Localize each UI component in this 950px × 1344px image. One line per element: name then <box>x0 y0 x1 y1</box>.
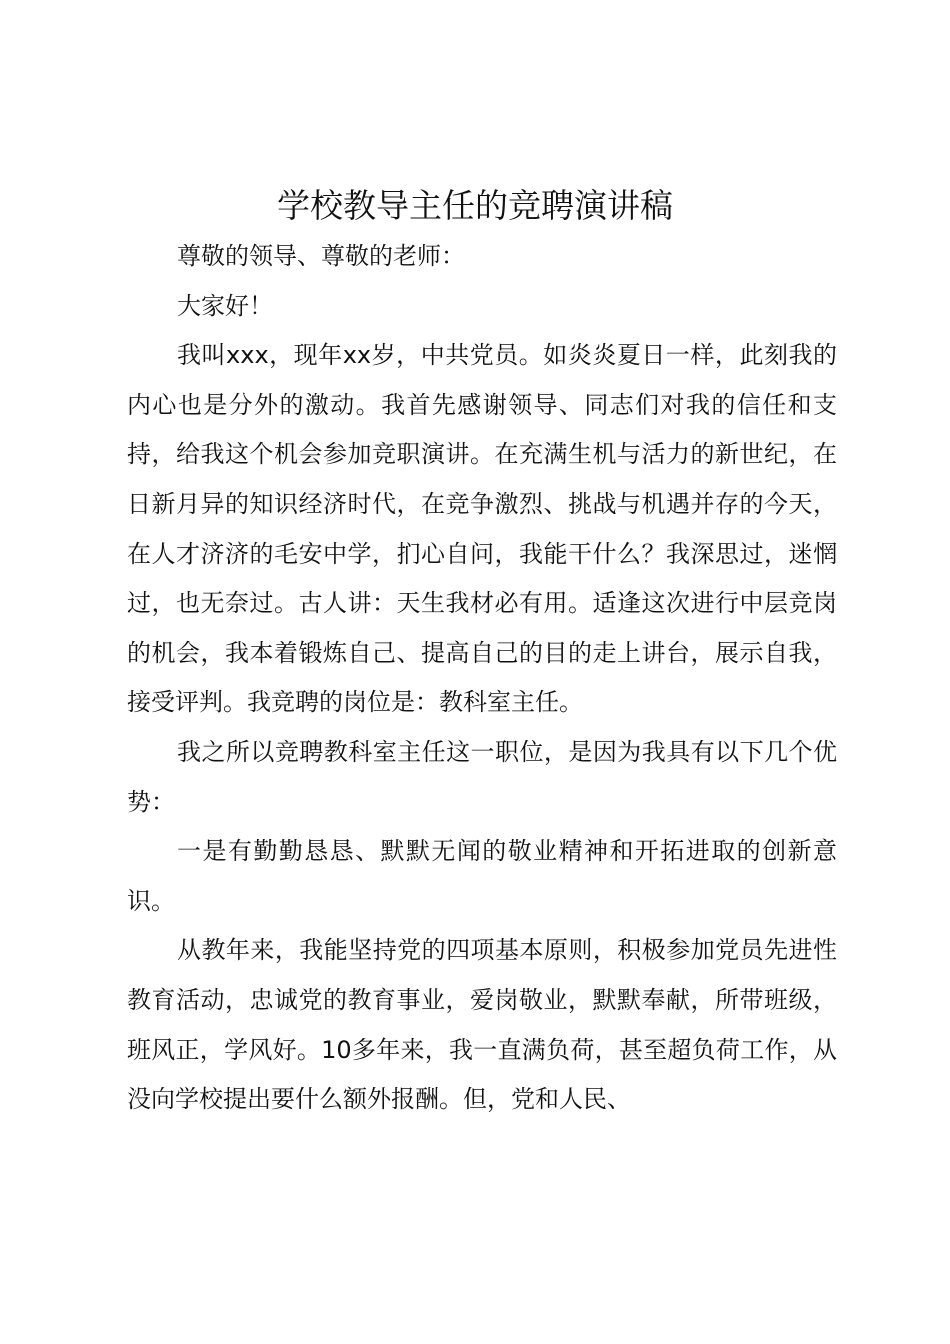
greeting: 大家好！ <box>177 291 273 320</box>
body-paragraph: 从教年来，我能坚持党的四项基本原则，积极参加党员先进性教育活动，忠诚党的教育事业，爱岗敬业，默默奉献，所带班级，班风正，学风好。10多年来，我一直满负荷，甚至超负荷工作，从没向学校提出要什么额外报酬。但，党和人民、 <box>127 936 837 1114</box>
salutation: 尊敬的领导、尊敬的老师： <box>177 242 465 270</box>
document-body <box>127 232 837 1125</box>
body-paragraph: 一是有勤勤恳恳、默默无闻的敬业精神和开拓进取的创新意识。 <box>127 837 837 915</box>
document-title: 学校教导主任的竞聘演讲稿 <box>277 186 673 225</box>
body-paragraph: 我叫xxx，现年xx岁，中共党员。如炎炎夏日一样，此刻我的内心也是分外的激动。我首先感谢领导、同志们对我的信任和支持，给我这个机会参加竞职演讲。在充满生机与活力的新世纪，在日新月异的知识经济时代，在竞争激烈、挑战与机遇并存的今天，在人才济济的毛安中学，扪心自问，我能干什么？我深思过，迷惘过，也无奈过。古人讲：天生我材必有用。适逢这次进行中层竞岗的机会，我本着锻炼自己、提高自己的目的走上讲台，展示自我，接受评判。我竞聘的岗位是：教科室主任。 <box>127 341 837 717</box>
body-paragraph: 我之所以竞聘教科室主任这一职位，是因为我具有以下几个优势： <box>127 737 837 816</box>
